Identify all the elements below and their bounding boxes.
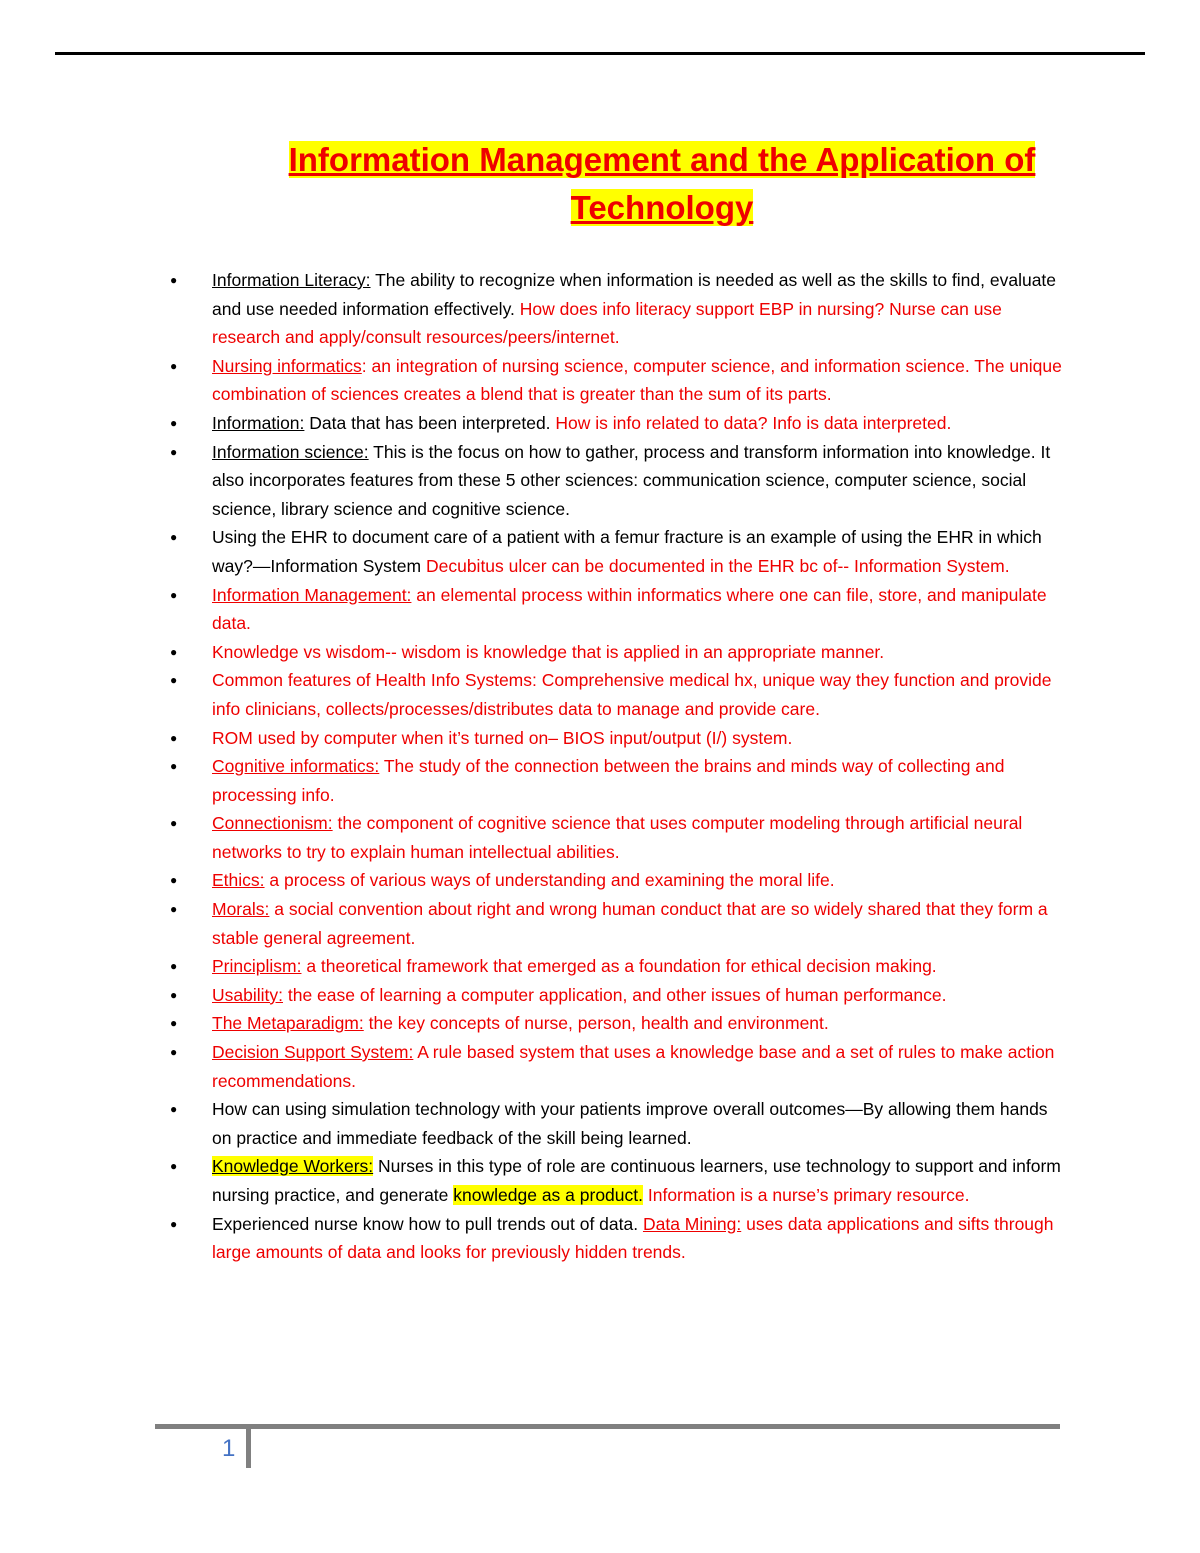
- term-label: Nursing informatics: [212, 355, 362, 376]
- item-text: Experienced nurse know how to pull trends out of data.: [212, 1213, 643, 1234]
- item-text: Using the EHR to document care of a patient with a femur fracture is an example of using the EHR in which way?—Information System: [212, 527, 1042, 576]
- item-note: a theoretical framework that emerged as a foundation for ethical decision making.: [301, 956, 937, 977]
- term-label: Information:: [212, 412, 305, 433]
- term-label: Morals:: [212, 899, 270, 920]
- document-title: [262, 136, 1062, 232]
- term-label: Knowledge Workers:: [212, 1156, 374, 1177]
- item-note: A rule based system that uses a knowledge base and a set of rules to make action recommendations.: [212, 1042, 1055, 1091]
- term-label: Ethics:: [212, 870, 265, 891]
- highlighted-text: knowledge as a product.: [453, 1185, 643, 1205]
- term-label: The Metaparadigm:: [212, 1013, 364, 1034]
- term-label: Usability:: [212, 984, 283, 1005]
- item-note: How is info related to data? Info is data interpreted.: [555, 412, 952, 433]
- list-item: [170, 1152, 1070, 1209]
- item-text: Nurses in this type of role are continuous learners, use technology to support and inform nursing practice, and generate: [212, 1156, 1061, 1205]
- list-item: [170, 638, 1070, 667]
- item-note: How does info literacy support EBP in nursing? Nurse can use research and apply/consult resources/peers/internet.: [212, 298, 1002, 348]
- item-note: the component of cognitive science that uses computer modeling through artificial neural networks to try to explain human intellectual abilities.: [212, 813, 1023, 862]
- item-note: ROM used by computer when it’s turned on– BIOS input/output (I/) system.: [212, 727, 793, 748]
- list-item: [170, 981, 1070, 1010]
- notes-list: [170, 266, 1070, 1267]
- term-label: Data Mining:: [642, 1213, 742, 1234]
- list-item: [170, 1038, 1070, 1095]
- term-label: Information science:: [212, 441, 369, 462]
- list-item: [170, 952, 1070, 981]
- item-text: How can using simulation technology with your patients improve overall outcomes—By allowing them hands on practice and immediate feedback of the skill being learned.: [212, 1099, 1048, 1148]
- term-label: Cognitive informatics:: [212, 756, 380, 777]
- item-note: uses data applications and sifts through large amounts of data and looks for previously hidden trends.: [212, 1213, 1054, 1263]
- list-item: [170, 809, 1070, 866]
- list-item: [170, 752, 1070, 809]
- list-item: [170, 1210, 1070, 1267]
- item-note: Common features of Health Info Systems: Comprehensive medical hx, unique way they function and provide info clinicians, collects/processes/distributes data to manage and provide care.: [212, 670, 1052, 719]
- list-item: [170, 866, 1070, 895]
- item-text: Data that has been interpreted.: [304, 412, 556, 433]
- term-label: Principlism:: [212, 956, 302, 977]
- list-item: [170, 724, 1070, 753]
- item-note: The study of the connection between the brains and minds way of collecting and processing info.: [212, 756, 1005, 805]
- item-note: the key concepts of nurse, person, health and environment.: [363, 1013, 829, 1034]
- list-item: [170, 895, 1070, 952]
- list-item: [170, 266, 1070, 352]
- item-text: This is the focus on how to gather, process and transform information into knowledge. It also incorporates features from these 5 other sciences: communication science, computer science, social science, library science and cognitive science.: [212, 441, 1051, 519]
- list-item: [170, 1095, 1070, 1152]
- list-item: [170, 523, 1070, 580]
- item-note: a process of various ways of understanding and examining the moral life.: [264, 870, 835, 891]
- item-note: Knowledge vs wisdom-- wisdom is knowledge that is applied in an appropriate manner.: [212, 641, 885, 662]
- title-line-2: Technology: [570, 189, 754, 226]
- item-note: Information is a nurse’s primary resource.: [643, 1185, 970, 1205]
- item-note: Decubitus ulcer can be documented in the EHR bc of-- Information System.: [425, 555, 1010, 576]
- item-text: The ability to recognize when information is needed as well as the skills to find, evaluate and use needed information effectively.: [212, 270, 1057, 319]
- list-item: [170, 666, 1070, 723]
- item-note: : an integration of nursing science, computer science, and information science. The unique combination of sciences creates a blend that is greater than the sum of its parts.: [212, 355, 1062, 405]
- term-label: Information Literacy:: [212, 270, 371, 290]
- item-note: the ease of learning a computer application, and other issues of human performance.: [283, 984, 947, 1005]
- list-item: [170, 352, 1070, 409]
- term-label: Decision Support System:: [212, 1042, 414, 1063]
- list-item: [170, 409, 1070, 438]
- term-label: Information Management:: [212, 584, 412, 605]
- title-line-1: Information Management and the Application of: [288, 141, 1036, 178]
- item-note: an elemental process within informatics where one can file, store, and manipulate data.: [212, 584, 1047, 634]
- header-rule: [55, 52, 1145, 55]
- list-item: [170, 581, 1070, 638]
- page-number: 1: [222, 1435, 236, 1462]
- footer-rule: [155, 1424, 1060, 1429]
- term-label: Connectionism:: [212, 813, 333, 834]
- footer-divider: [246, 1426, 251, 1468]
- list-item: [170, 438, 1070, 524]
- list-item: [170, 1009, 1070, 1038]
- item-note: a social convention about right and wrong human conduct that are so widely shared that they form a stable general agreement.: [212, 899, 1048, 948]
